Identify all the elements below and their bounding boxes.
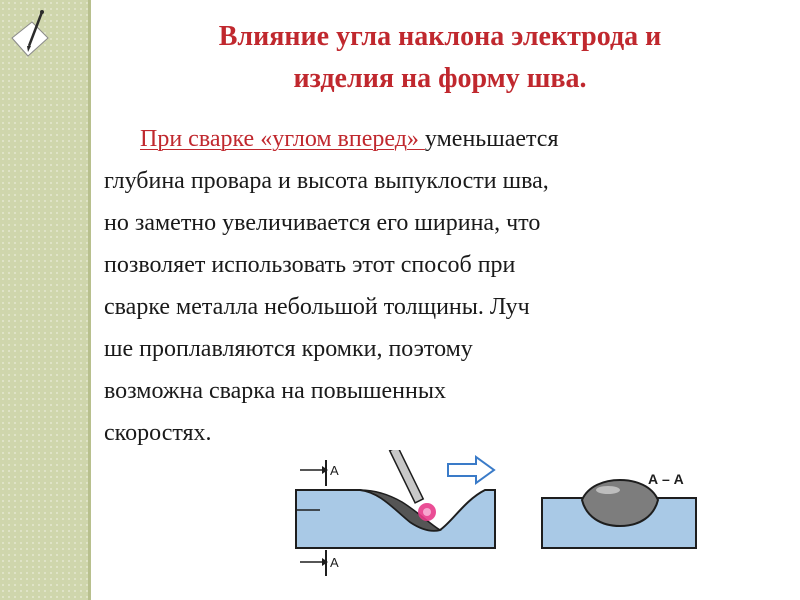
body-line-1-rest: уменьшается xyxy=(424,126,559,152)
title-line-1: Влияние угла наклона электрода и xyxy=(218,21,662,52)
electrode-icon xyxy=(390,450,424,503)
body-line-2: глубина провара и высота выпуклости шва, xyxy=(104,168,549,194)
body-line-3: но заметно увеличивается его ширина, что xyxy=(104,210,541,236)
section-marker-bottom-label: А xyxy=(330,555,339,570)
emphasis-phrase: При сварке «углом вперед» xyxy=(140,126,425,152)
body-line-7: возможна сварка на повышенных xyxy=(104,378,446,404)
pen-paper-icon xyxy=(8,8,52,64)
body-paragraph xyxy=(104,118,768,454)
decorative-side-band xyxy=(0,0,88,600)
body-line-5: сварке металла небольшой толщины. Луч xyxy=(104,294,530,320)
slide-title xyxy=(100,16,780,100)
side-band-divider xyxy=(88,0,91,600)
section-marker-bottom xyxy=(300,550,339,576)
arrow-right-icon xyxy=(448,457,494,483)
section-marker-top-label: А xyxy=(330,463,339,478)
title-line-2: изделия на форму шва. xyxy=(293,63,587,94)
body-line-8: скоростях. xyxy=(104,420,212,446)
body-line-4: позволяет использовать этот способ при xyxy=(104,252,516,278)
section-marker-top xyxy=(300,460,339,486)
welding-diagram xyxy=(290,450,700,580)
section-title: А – А xyxy=(648,471,684,487)
body-line-6: ше проплавляются кромки, поэтому xyxy=(104,336,473,362)
